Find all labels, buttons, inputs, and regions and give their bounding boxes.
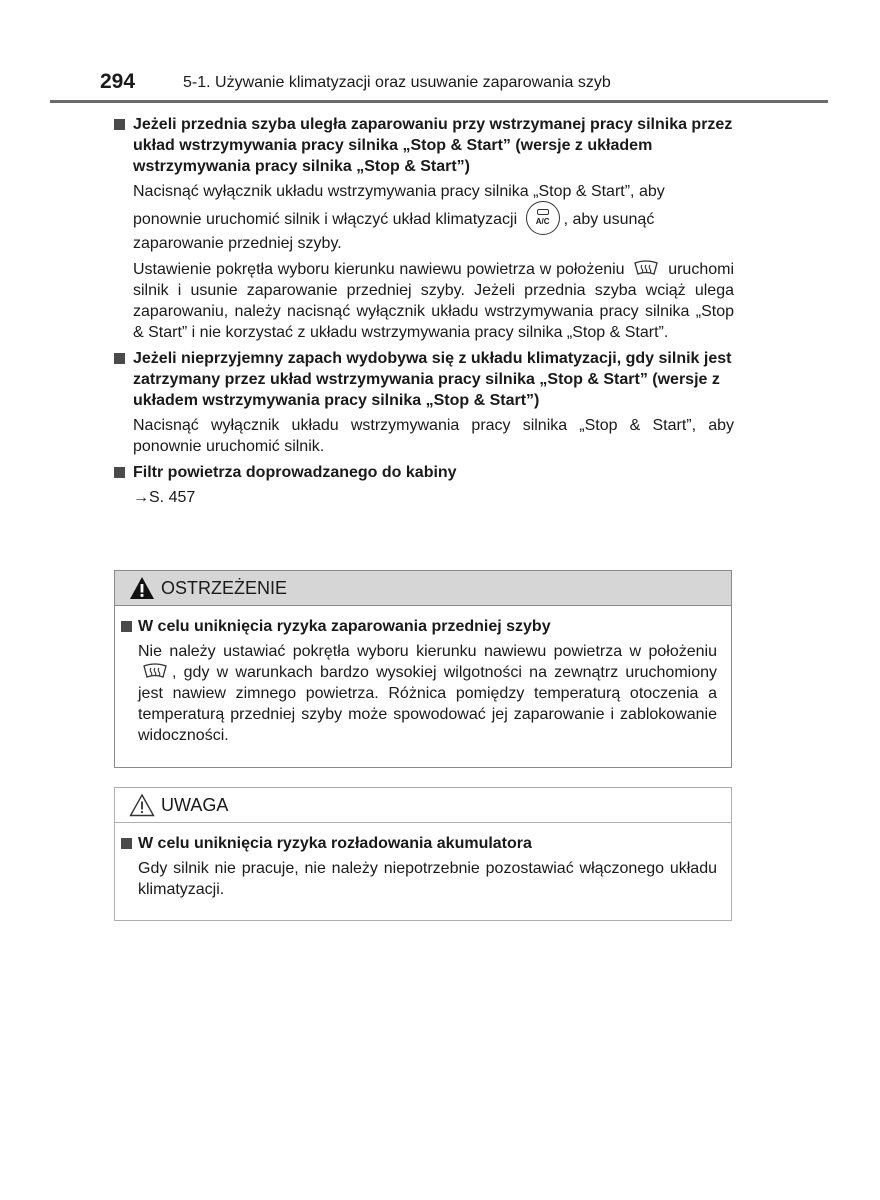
warning-title: OSTRZEŻENIE	[161, 578, 288, 598]
caution-triangle-icon	[129, 793, 155, 817]
windshield-defrost-icon	[142, 663, 168, 679]
chapter-title: 5-1. Używanie klimatyzacji oraz usuwanie zaparowania szyb	[183, 74, 611, 91]
warning-box	[114, 570, 732, 768]
paragraph: ponownie uruchomić silnik i włączyć układ klimatyzacji A/C , aby usunąć	[114, 202, 734, 237]
paragraph: zaparowanie przedniej szyby.	[133, 235, 342, 252]
section-odor-stop-start	[114, 348, 734, 457]
square-bullet-icon	[121, 621, 132, 632]
warning-header	[115, 571, 731, 606]
notice-heading: W celu uniknięcia ryzyka rozładowania akumulatora	[119, 833, 717, 854]
main-content	[114, 114, 734, 513]
square-bullet-icon	[114, 467, 125, 478]
ac-button-icon: A/C	[526, 201, 560, 235]
page-header	[100, 70, 828, 102]
square-bullet-icon	[121, 838, 132, 849]
section-heading: Jeżeli nieprzyjemny zapach wydobywa się z układu klimatyzacji, gdy silnik jest zatrzymany przez układ wstrzymywania pracy silnika „Stop & Start” (wersje z układem wstrzymywania pracy silnika „Stop & Start”)	[114, 348, 734, 411]
warning-triangle-icon	[129, 576, 155, 600]
notice-body	[115, 823, 731, 900]
section-heading: Jeżeli przednia szyba uległa zaparowaniu przy wstrzymanej pracy silnika przez układ wstrzymywania pracy silnika „Stop & Start” (wersje z układem wstrzymywania pracy silnika „Stop & Start”)	[114, 114, 734, 177]
warning-paragraph: Nie należy ustawiać pokrętła wyboru kierunku nawiewu powietrza w położeniu , gdy w warunkach bardzo wysokiej wilgotności na zewnątrz uruchomiony jest nawiew zimnego powietrza. Różnica pomiędzy temperaturą otoczenia a temperaturą przedniej szyby może spowodować jej zaparowanie i zablokowanie widoczności.	[138, 643, 717, 744]
warning-body	[115, 606, 731, 746]
section-cabin-filter	[114, 462, 734, 508]
section-defog-stop-start	[114, 114, 734, 343]
paragraph: Nacisnąć wyłącznik układu wstrzymywania pracy silnika „Stop & Start”, aby ponownie uruchomić silnik.	[133, 417, 734, 455]
warning-heading: W celu uniknięcia ryzyka zaparowania przedniej szyby	[119, 616, 717, 637]
notice-title: UWAGA	[161, 795, 229, 815]
page-reference: →S. 457	[133, 489, 196, 506]
page-number: 294	[100, 70, 136, 93]
section-heading: Filtr powietrza doprowadzanego do kabiny	[114, 462, 734, 483]
paragraph: Ustawienie pokrętła wyboru kierunku nawiewu powietrza w położeniu uruchomi silnik i usunie zaparowanie przedniej szyby. Jeżeli przednia szyba wciąż ulega zaparowaniu, należy nacisnąć wyłącznik układu wstrzymywania pracy silnika „Stop & Start” i nie korzystać z układu wstrzymywania pracy silnika „Stop & Start”.	[133, 261, 734, 341]
header-rule	[50, 100, 828, 103]
paragraph: Nacisnąć wyłącznik układu wstrzymywania pracy silnika „Stop & Start”, aby	[133, 183, 665, 200]
windshield-defrost-icon	[633, 260, 659, 276]
square-bullet-icon	[114, 119, 125, 130]
square-bullet-icon	[114, 353, 125, 364]
notice-paragraph: Gdy silnik nie pracuje, nie należy niepotrzebnie pozostawiać włączonego układu klimatyzacji.	[138, 860, 717, 898]
notice-box	[114, 787, 732, 921]
notice-header	[115, 788, 731, 823]
